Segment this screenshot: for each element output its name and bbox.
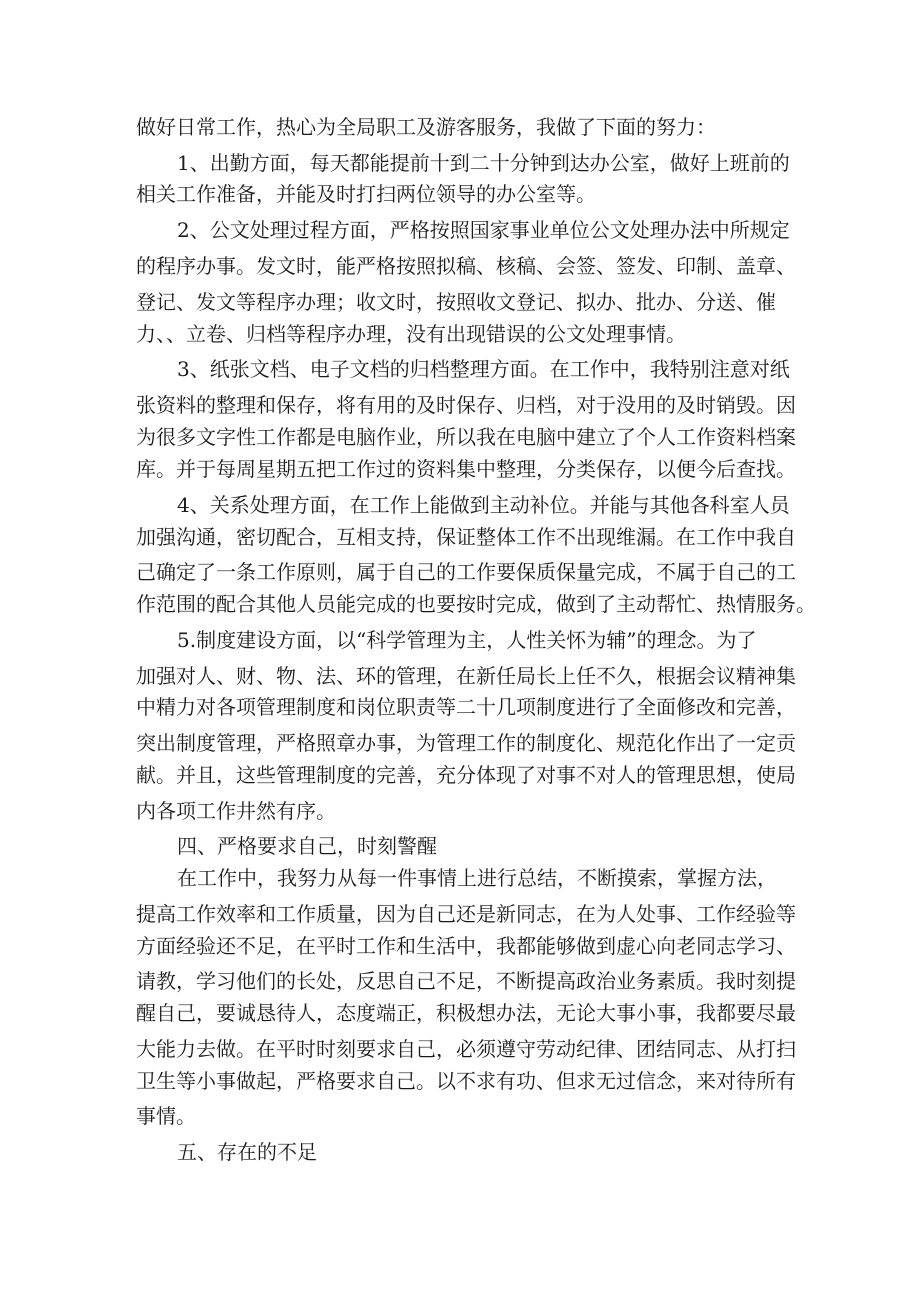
text-line: 卫生等小事做起，严格要求自己。以不求有功、但求无过信念，来对待所有 — [136, 1069, 796, 1093]
text-line: 作范围的配合其他人员能完成的也要按时完成，做到了主动帮忙、热情服务。 — [136, 592, 816, 616]
text-line: 献。并且，这些管理制度的完善，充分体现了对事不对人的管理思想，使局 — [136, 763, 796, 787]
text-line: 在工作中，我努力从每一件事情上进行总结，不断摸索，掌握方法， — [177, 866, 777, 890]
section-heading: 五、存在的不足 — [177, 1140, 317, 1164]
text-line: 中精力对各项管理制度和岗位职责等二十几项制度进行了全面修改和完善， — [136, 695, 796, 719]
text-line: 加强对人、财、物、法、环的管理，在新任局长上任不久，根据会议精神集 — [136, 664, 796, 688]
text-line: 提高工作效率和工作质量，因为自己还是新同志，在为人处事、工作经验等 — [136, 902, 796, 926]
text-line: 做好日常工作，热心为全局职工及游客服务，我做了下面的努力： — [136, 115, 716, 139]
text-line: 方面经验还不足，在平时工作和生活中，我都能够做到虚心向老同志学习、 — [136, 934, 796, 958]
text-line: 登记、发文等程序办理；收文时，按照收文登记、拟办、批办、分送、催 — [136, 290, 776, 314]
text-line: 张资料的整理和保存，将有用的及时保存、归档，对于没用的及时销毁。因 — [136, 393, 796, 417]
text-line: 3、纸张文档、电子文档的归档整理方面。在工作中，我特别注意对纸 — [177, 357, 790, 381]
text-line: 力、、立卷、归档等程序办理，没有出现错误的公文处理事情。 — [136, 322, 686, 346]
text-line: 己确定了一条工作原则，属于自己的工作要保质保量完成，不属于自己的工 — [136, 560, 796, 584]
section-heading: 四、严格要求自己，时刻警醒 — [177, 834, 437, 858]
text-line: 内各项工作井然有序。 — [136, 799, 336, 823]
text-line: 4、关系处理方面，在工作上能做到主动补位。并能与其他各科室人员 — [177, 493, 790, 517]
text-line: 5.制度建设方面，以“科学管理为主，人性关怀为辅”的理念。为了 — [177, 628, 757, 652]
text-line: 请教，学习他们的长处，反思自己不足，不断提高政治业务素质。我时刻提 — [136, 969, 796, 993]
text-line: 事情。 — [136, 1104, 196, 1128]
text-line: 大能力去做。在平时时刻要求自己，必须遵守劳动纪律、团结同志、从打扫 — [136, 1037, 796, 1061]
text-line: 库。并于每周星期五把工作过的资料集中整理，分类保存，以便今后查找。 — [136, 457, 796, 481]
text-line: 相关工作准备，并能及时打扫两位领导的办公室等。 — [136, 182, 596, 206]
text-line: 1、出勤方面，每天都能提前十到二十分钟到达办公室，做好上班前的 — [177, 151, 790, 175]
text-line: 突出制度管理，严格照章办事，为管理工作的制度化、规范化作出了一定贡 — [136, 731, 796, 755]
text-line: 2、公文处理过程方面，严格按照国家事业单位公文处理办法中所规定 — [177, 218, 790, 242]
text-line: 加强沟通，密切配合，互相支持，保证整体工作不出现维漏。在工作中我自 — [136, 525, 796, 549]
text-line: 为很多文字性工作都是电脑作业，所以我在电脑中建立了个人工作资料档案 — [136, 425, 796, 449]
text-line: 醒自己，要诚恳待人，态度端正，积极想办法，无论大事小事，我都要尽最 — [136, 1001, 796, 1025]
text-line: 的程序办事。发文时，能严格按照拟稿、核稿、会签、签发、印制、盖章、 — [136, 254, 796, 278]
